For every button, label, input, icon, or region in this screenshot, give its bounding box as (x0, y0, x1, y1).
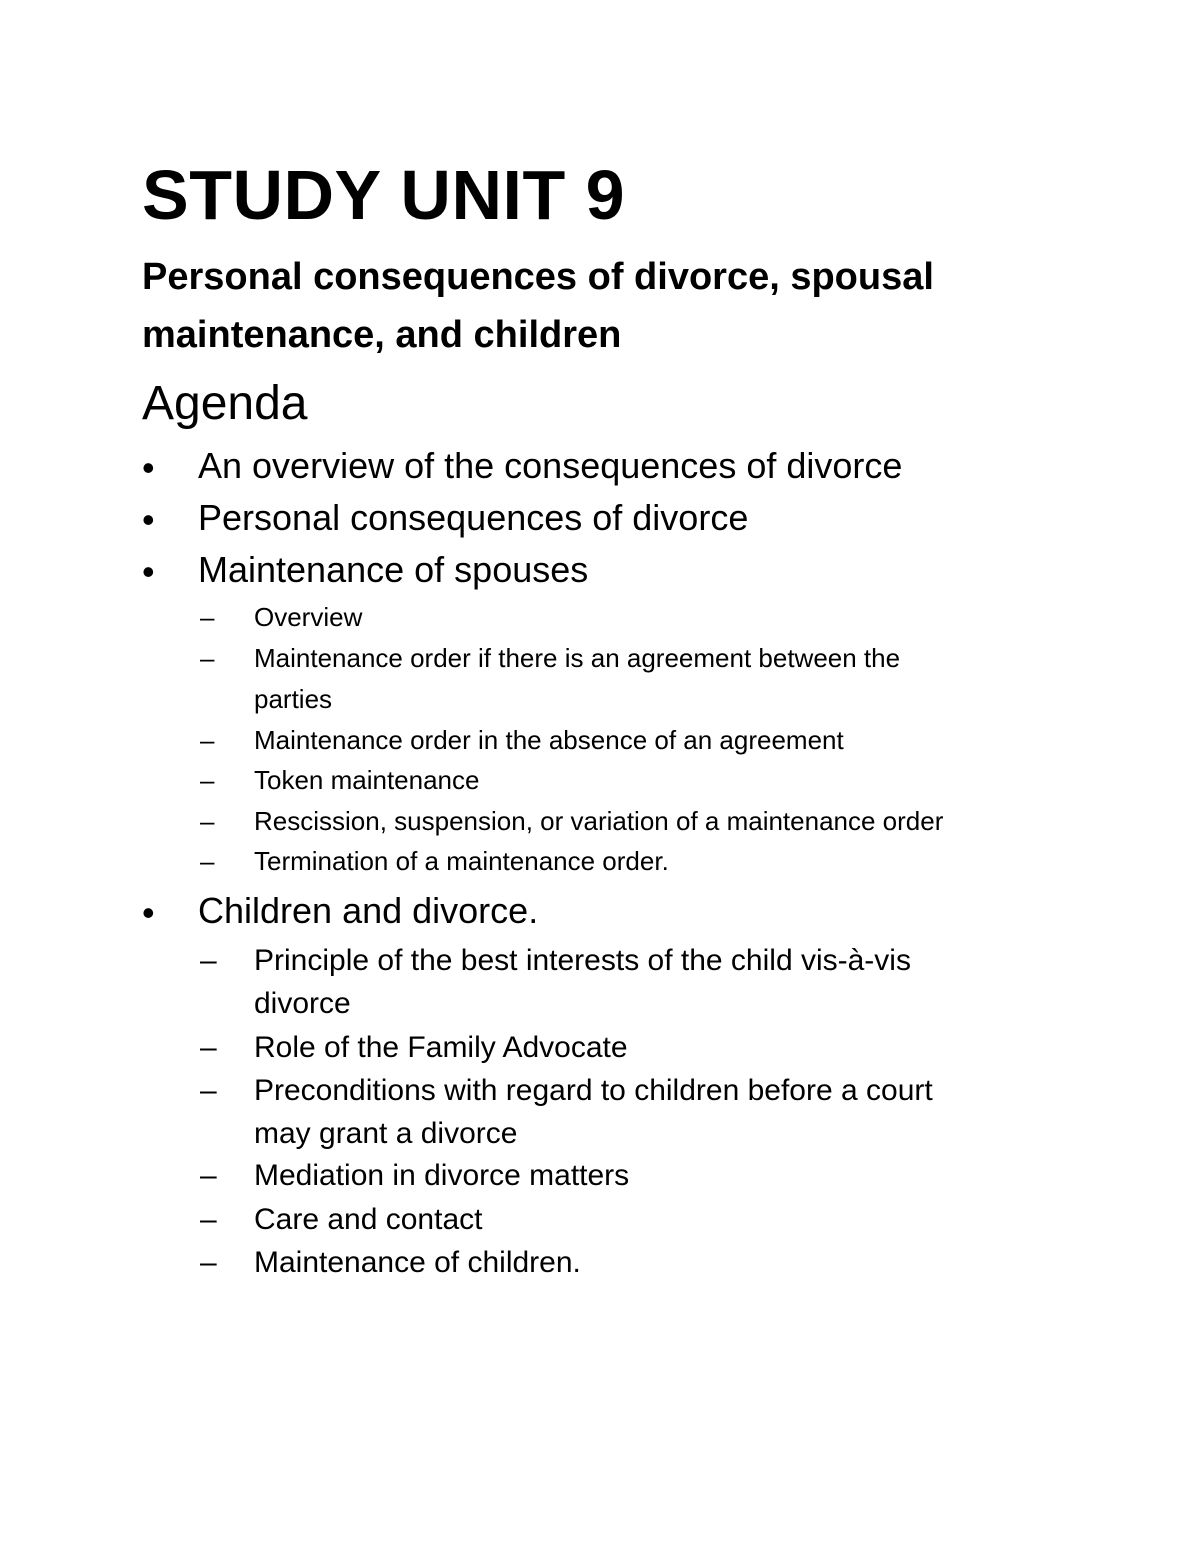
bullet-marker: • (142, 892, 155, 933)
dash-marker: – (200, 846, 215, 876)
agenda-subitem-label-continuation: may grant a divorce (254, 1117, 518, 1150)
agenda-subitem-label: Overview (254, 602, 363, 632)
agenda-item-label: Maintenance of spouses (198, 549, 589, 590)
agenda-subitem-label-continuation: parties (254, 684, 333, 714)
agenda-subitem-label-continuation: divorce (254, 987, 351, 1020)
dash-marker: – (200, 1246, 217, 1279)
agenda-item-label: An overview of the consequences of divorce (198, 445, 903, 486)
document-subtitle-line-1: Personal consequences of divorce, spousal (142, 256, 934, 298)
agenda-subitem-label: Preconditions with regard to children before a court (254, 1074, 933, 1107)
dash-marker: – (200, 602, 215, 632)
dash-marker: – (200, 944, 217, 977)
agenda-item-label: Children and divorce. (198, 890, 539, 931)
agenda-subitem-label: Care and contact (254, 1203, 483, 1236)
agenda-subitem-label: Termination of a maintenance order. (254, 846, 669, 876)
dash-marker: – (200, 806, 215, 836)
agenda-subitem-label: Mediation in divorce matters (254, 1159, 630, 1192)
dash-marker: – (200, 643, 215, 673)
agenda-subitem-label: Principle of the best interests of the child vis-à-vis (254, 944, 911, 977)
bullet-marker: • (142, 499, 155, 540)
document-title: STUDY UNIT 9 (142, 156, 626, 234)
dash-marker: – (200, 1159, 217, 1192)
agenda-subitem-label: Token maintenance (254, 765, 480, 795)
dash-marker: – (200, 1074, 217, 1107)
bullet-marker: • (142, 551, 155, 592)
agenda-subitem-label: Rescission, suspension, or variation of a maintenance order (254, 806, 944, 836)
agenda-heading: Agenda (142, 377, 308, 430)
agenda-subitem-label: Maintenance of children. (254, 1246, 581, 1279)
agenda-subitem-label: Role of the Family Advocate (254, 1031, 628, 1064)
dash-marker: – (200, 1031, 217, 1064)
dash-marker: – (200, 1203, 217, 1236)
agenda-subitem-label: Maintenance order if there is an agreement between the (254, 643, 901, 673)
agenda-item-label: Personal consequences of divorce (198, 497, 749, 538)
document-subtitle-line-2: maintenance, and children (142, 314, 622, 356)
bullet-marker: • (142, 447, 155, 488)
dash-marker: – (200, 765, 215, 795)
agenda-subitem-label: Maintenance order in the absence of an agreement (254, 725, 844, 755)
dash-marker: – (200, 725, 215, 755)
